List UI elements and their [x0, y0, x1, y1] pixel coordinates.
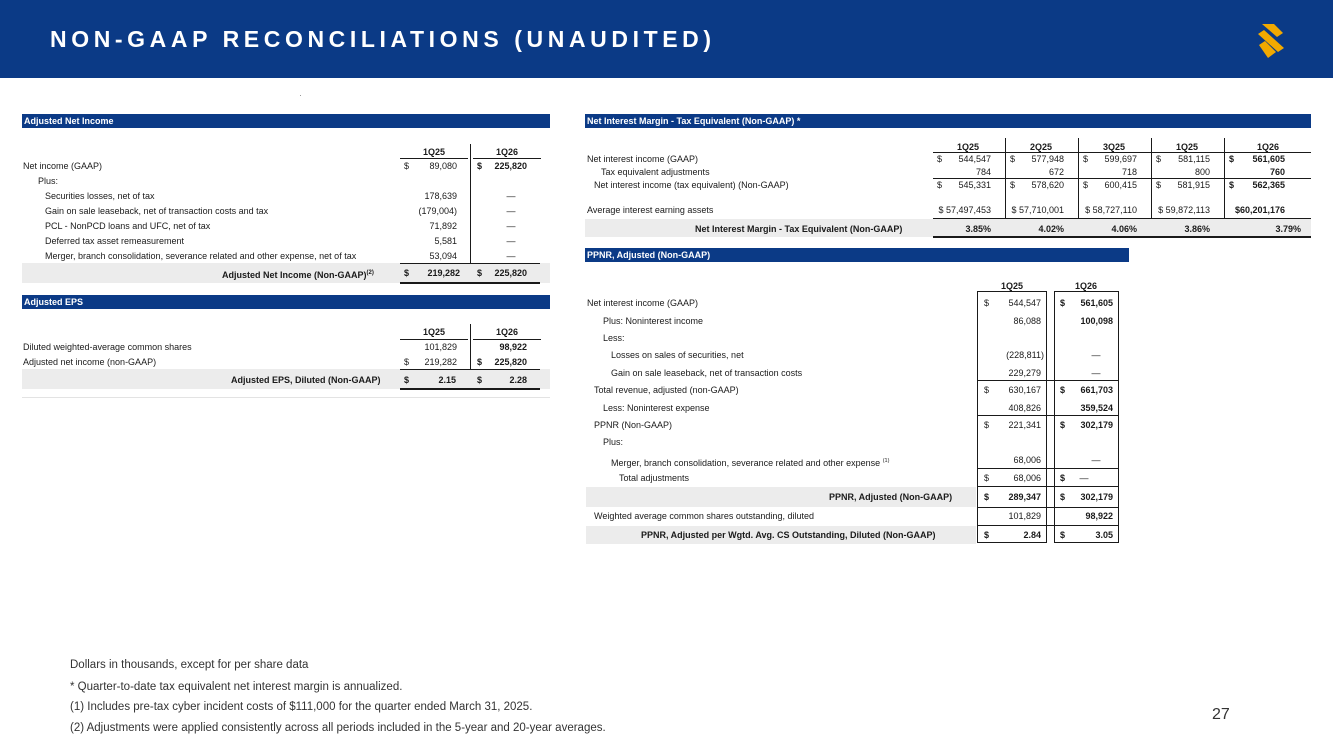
footnote: Dollars in thousands, except for per share data — [70, 659, 309, 671]
col-header: 1Q25 — [422, 147, 446, 157]
stray-mark — [300, 95, 301, 96]
dollar-sign: $ — [1060, 530, 1066, 540]
cell-value: — — [506, 191, 516, 201]
rule — [400, 263, 540, 264]
dollar-sign: $ — [1156, 154, 1162, 164]
row-label: Average interest earning assets — [587, 205, 714, 215]
row-label: Merger, branch consolidation, severance related and other expense $^{(1)}$ — [611, 458, 890, 468]
cell-value: (228,811) — [1006, 350, 1044, 360]
cell-value: 229,279 — [1008, 368, 1041, 378]
dollar-sign: $ — [1083, 180, 1089, 190]
row-label: PPNR (Non-GAAP) — [594, 420, 673, 430]
cell-value: — — [1079, 473, 1089, 483]
row-label: Securities losses, net of tax — [45, 191, 155, 201]
rule — [977, 486, 1119, 487]
cell-value: — — [506, 221, 516, 231]
header-bar — [0, 0, 1333, 78]
row-label: Net income (GAAP) — [23, 161, 103, 171]
double-rule — [400, 282, 540, 284]
total-value: 2.84 — [1023, 530, 1041, 540]
cell-value: — — [1091, 455, 1101, 465]
total-label: Adjusted EPS, Diluted (Non-GAAP) — [231, 375, 381, 385]
rule — [400, 369, 540, 370]
col-header: 1Q26 — [1256, 142, 1280, 152]
cell-value: 5,581 — [434, 236, 457, 246]
cell-value: — — [1091, 350, 1101, 360]
dollar-sign: $ — [1060, 298, 1066, 308]
double-rule — [400, 388, 540, 390]
cell-value: $ 57,710,001 — [1011, 205, 1064, 215]
cell-value: 581,915 — [1177, 180, 1210, 190]
col-header: 1Q25 — [956, 142, 980, 152]
row-label: Net interest income (GAAP) — [587, 154, 699, 164]
col-header: 1Q26 — [495, 147, 519, 157]
cell-value: 544,547 — [1008, 298, 1041, 308]
dollar-sign: $ — [1060, 492, 1066, 502]
rule — [473, 339, 541, 340]
cell-value: (179,004) — [418, 206, 457, 216]
rule — [400, 158, 468, 159]
section-net-interest-margin: Net Interest Margin - Tax Equivalent (Non-GAAP) * — [585, 114, 1311, 128]
dollar-sign: $ — [984, 385, 990, 395]
cell-value: 581,115 — [1178, 154, 1210, 164]
col-header: 1Q25 — [422, 327, 446, 337]
cell-value: 53,094 — [429, 251, 457, 261]
rule — [977, 525, 1119, 526]
cell-value: 562,365 — [1252, 180, 1285, 190]
dollar-sign: $ — [1229, 154, 1235, 164]
dollar-sign: $ — [404, 161, 410, 171]
cell-value: 71,892 — [429, 221, 457, 231]
total-label: PPNR, Adjusted (Non-GAAP) — [829, 492, 953, 502]
row-label: Net interest income (GAAP) — [587, 298, 699, 308]
dollar-sign: $ — [477, 375, 483, 385]
row-label: Plus: Noninterest income — [603, 316, 704, 326]
dollar-sign: $ — [404, 375, 410, 385]
cell-value: 672 — [1048, 167, 1064, 177]
cell-value: $ 58,727,110 — [1085, 205, 1137, 215]
dollar-sign: $ — [404, 357, 410, 367]
total-label: PPNR, Adjusted per Wgtd. Avg. CS Outstanding, Diluted (Non-GAAP) — [641, 530, 936, 540]
dollar-sign: $ — [477, 268, 483, 278]
rule — [977, 415, 1119, 416]
cell-value: 221,341 — [1008, 420, 1041, 430]
dollar-sign: $ — [1060, 473, 1066, 483]
total-value: 3.79% — [1275, 224, 1301, 234]
total-value: 219,282 — [427, 268, 460, 278]
total-label: Net Interest Margin - Tax Equivalent (Non-GAAP) — [695, 224, 903, 234]
dollar-sign: $ — [477, 161, 483, 171]
page-title: NON-GAAP RECONCILIATIONS (UNAUDITED) — [50, 26, 716, 52]
section-ppnr-adjusted: PPNR, Adjusted (Non-GAAP) — [585, 248, 1129, 262]
footnote: * Quarter-to-date tax equivalent net interest margin is annualized. — [70, 681, 403, 693]
row-label: Deferred tax asset remeasurement — [45, 236, 185, 246]
dollar-sign: $ — [984, 420, 990, 430]
row-label: Diluted weighted-average common shares — [23, 342, 192, 352]
cell-value: 784 — [975, 167, 991, 177]
dollar-sign: $ — [477, 357, 483, 367]
cell-value: $ 57,497,453 — [938, 205, 991, 215]
dollar-sign: $ — [1083, 154, 1089, 164]
section-adjusted-net-income: Adjusted Net Income — [22, 114, 550, 128]
dollar-sign: $ — [937, 154, 943, 164]
cell-value: 225,820 — [494, 357, 527, 367]
row-label: Plus: — [603, 437, 624, 447]
col-header: 1Q25 — [1000, 281, 1024, 291]
row-label: Adjusted net income (non-GAAP) — [23, 357, 157, 367]
col-header: 2Q25 — [1029, 142, 1053, 152]
dollar-sign: $ — [1060, 385, 1066, 395]
row-label: Net interest income (tax equivalent) (Non-GAAP) — [594, 180, 789, 190]
row-label: Gain on sale leaseback, net of transaction costs — [611, 368, 803, 378]
cell-value: 68,006 — [1013, 455, 1041, 465]
dollar-sign: $ — [937, 180, 943, 190]
cell-value: $ 59,872,113 — [1158, 205, 1210, 215]
dollar-sign: $ — [1156, 180, 1162, 190]
total-value: 2.28 — [509, 375, 527, 385]
column-box-1q25 — [977, 291, 1047, 543]
cell-value: 101,829 — [424, 342, 457, 352]
col-header: 1Q26 — [495, 327, 519, 337]
footnote: (1) Includes pre-tax cyber incident costs of $111,000 for the quarter ended March 31, 2025. — [70, 701, 533, 713]
cell-value: 600,415 — [1104, 180, 1137, 190]
double-rule — [933, 236, 1311, 238]
company-logo-icon — [1254, 22, 1288, 60]
total-value: 225,820 — [494, 268, 527, 278]
cell-value: 225,820 — [494, 161, 527, 171]
dollar-sign: $ — [1010, 154, 1016, 164]
cell-value: — — [1091, 368, 1101, 378]
row-label: PCL - NonPCD loans and UFC, net of tax — [45, 221, 211, 231]
row-label: Merger, branch consolidation, severance related and other expense, net of tax — [45, 251, 357, 261]
row-label: Less: — [603, 333, 625, 343]
total-value: 302,179 — [1080, 492, 1113, 502]
cell-value: $60,201,176 — [1234, 205, 1285, 215]
cell-value: 561,605 — [1080, 298, 1113, 308]
cell-value: 359,524 — [1080, 403, 1113, 413]
total-value: 3.85% — [965, 224, 991, 234]
cell-value: 800 — [1194, 167, 1210, 177]
col-header: 3Q25 — [1102, 142, 1126, 152]
footnote: (2) Adjustments were applied consistently across all periods included in the 5-year and 20-year averages. — [70, 722, 606, 734]
dollar-sign: $ — [1060, 420, 1066, 430]
column-box-1q26 — [1054, 291, 1119, 543]
total-value: 4.02% — [1038, 224, 1064, 234]
cell-value: 630,167 — [1008, 385, 1041, 395]
cell-value: 661,703 — [1080, 385, 1113, 395]
cell-value: 178,639 — [424, 191, 457, 201]
total-value: 3.05 — [1095, 530, 1113, 540]
total-label: Adjusted Net Income (Non-GAAP)$^{(2)}$ — [222, 270, 374, 280]
cell-value: — — [506, 236, 516, 246]
cell-value: 718 — [1121, 167, 1137, 177]
rule — [977, 507, 1119, 508]
total-value: 289,347 — [1008, 492, 1041, 502]
cell-value: 302,179 — [1080, 420, 1113, 430]
row-label: Tax equivalent adjustments — [601, 167, 710, 177]
cell-value: 545,331 — [958, 180, 991, 190]
col-header: 1Q25 — [1175, 142, 1199, 152]
cell-value: 599,697 — [1104, 154, 1137, 164]
dollar-sign: $ — [1229, 180, 1235, 190]
rule — [977, 380, 1119, 381]
dollar-sign: $ — [984, 298, 990, 308]
cell-value: 100,098 — [1080, 316, 1113, 326]
cell-value: 561,605 — [1252, 154, 1285, 164]
row-label: Weighted average common shares outstanding, diluted — [594, 511, 814, 521]
col-header: 1Q26 — [1074, 281, 1098, 291]
total-value: 2.15 — [438, 375, 456, 385]
cell-value: 98,922 — [1085, 511, 1113, 521]
dollar-sign: $ — [984, 530, 990, 540]
row-label: Losses on sales of securities, net — [611, 350, 744, 360]
cell-value: — — [506, 251, 516, 261]
rule — [933, 152, 1311, 153]
dollar-sign: $ — [984, 473, 990, 483]
cell-value: 544,547 — [958, 154, 991, 164]
cell-value: 578,620 — [1031, 180, 1064, 190]
cell-value: 408,826 — [1008, 403, 1041, 413]
row-label: Total adjustments — [619, 473, 690, 483]
rule — [977, 468, 1119, 469]
cell-value: 89,080 — [429, 161, 457, 171]
cell-value: 68,006 — [1013, 473, 1041, 483]
row-label: Plus: — [38, 176, 59, 186]
dollar-sign: $ — [404, 268, 410, 278]
cell-value: 86,088 — [1013, 316, 1041, 326]
cell-value: 101,829 — [1008, 511, 1041, 521]
page-number: 27 — [1212, 706, 1230, 723]
dollar-sign: $ — [984, 492, 990, 502]
rule — [400, 339, 468, 340]
total-value: 4.06% — [1111, 224, 1137, 234]
rule — [473, 158, 541, 159]
rule — [933, 218, 1311, 219]
dollar-sign: $ — [1010, 180, 1016, 190]
cell-value: 760 — [1269, 167, 1285, 177]
row-label: Less: Noninterest expense — [603, 403, 710, 413]
cell-value: 219,282 — [424, 357, 457, 367]
total-value: 3.86% — [1184, 224, 1210, 234]
section-adjusted-eps: Adjusted EPS — [22, 295, 550, 309]
cell-value: 98,922 — [499, 342, 527, 352]
row-label: Total revenue, adjusted (non-GAAP) — [594, 385, 739, 395]
cell-value: 577,948 — [1031, 154, 1064, 164]
row-label: Gain on sale leaseback, net of transaction costs and tax — [45, 206, 269, 216]
cell-value: — — [506, 206, 516, 216]
rule — [933, 178, 1311, 179]
rule — [22, 397, 550, 398]
